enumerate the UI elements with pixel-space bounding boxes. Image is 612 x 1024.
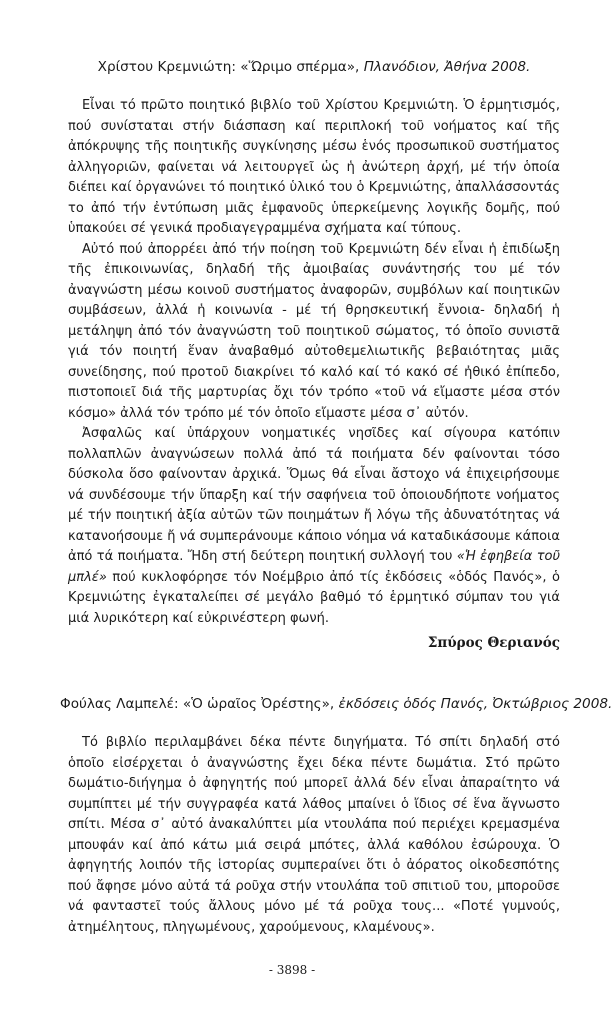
review1-heading-author-title: Χρίστου Κρεμνιώτη: «Ὥριμο σπέρμα», [97,59,364,75]
review1-paragraph-1: Εἶναι τό πρῶτο ποιητικό βιβλίο τοῦ Χρίστου Κρεμνιώτη. Ὁ ἑρμητισμός, πού συνίσταται στήν διάσπαση καί περιπλοκή τοῦ νοήματος καί τῆς ἀπόκρυψης τῆς ποιητικῆς συγκίνησης μέσω ἑνός προσωπικοῦ συστήματος ἀλληγοριῶν, φαίνεται νά λειτουργεῖ ὡς ἡ ἀνώτερη ἀρχή, μέ τήν ὁποία διέπει καί ὀργανώνει τό ποιητικό ὑλικό του ὁ Κρεμνιώτης, ἀπαλλάσσοντάς το ἀπό τήν ἐντύπωση μιᾶς ἐμφανοῦς ὑπερκείμενης λογικῆς δομῆς, πού ὑπακούει σέ γενικά προδιαγεγραμμένα σχήματα καί τύπους. [68,98,560,236]
review1-heading-publisher: Πλανόδιον, Ἀθήνα 2008. [363,59,531,75]
review2-heading-author-title: Φούλας Λαμπελέ: «Ὁ ὡραῖος Ὀρέστης», [60,696,339,712]
review1-paragraph-3-end: πού κυκλοφόρησε τόν Νοέμβριο ἀπό τίς ἐκδόσεις «ὁδός Πανός», ὁ Κρεμνιώτης ἐγκαταλείπει σέ μεγάλο βαθμό τό ἑρμητικό σύμπαν του γιά μιά λυρικότερη καί εὐκρινέστερη φωνή. [68,569,560,626]
review1-paragraph-2: Αὐτό πού ἀπορρέει ἀπό τήν ποίηση τοῦ Κρεμνιώτη δέν εἶναι ἡ ἐπιδίωξη τῆς ἐπικοινωνίας, δηλαδή τῆς ἀμοιβαίας συνάντησής του μέ τόν ἀναγνώστη μέσω κοινοῦ συστήματος ἀναφορῶν, συμβόλων καί ποιητικῶν συμβάσεων, ἀλλά ἡ κοινωνία - μέ τή θρησκευτική ἔννοια- δηλαδή ἡ μετάληψη ἀπό τόν ἀναγνώστη τοῦ ποιητικοῦ σώματος, τό ὁποῖο συνιστᾶ γιά τόν ποιητή ἕναν ἀναβαθμό αὐτοθεμελιωτικῆς βεβαιότητας μιᾶς συνείδησης, πού προτοῦ διακρίνει τό καλό καί τό κακό σέ ἠθικό ἐπίπεδο, πιστοποιεῖ διά τῆς μαρτυρίας ὄχι τόν τρόπο «τοῦ νά εἴμαστε μέσα στόν κόσμο» ἀλλά τόν τρόπο μέ τόν ὁποῖο εἴμαστε μέσα σ᾽ αὐτόν. [68,241,560,421]
review1-paragraph-3 [68,424,560,629]
review1-heading [68,58,560,76]
page-number: - 3898 - [268,963,316,977]
review1-paragraph-3-start: Ἀσφαλῶς καί ὑπάρχουν νοηματικές νησῖδες καί σίγουρα κατόπιν πολλαπλῶν ἀναγνώσεων πολλά ἀπό τά ποιήματα δέν φαίνονται τόσο δύσκολα ὅσο φαίνονταν ἀρχικά. Ὅμως θά εἶναι ἄστοχο νά ἐπιχειρήσουμε νά συνδέσουμε τήν ὕπαρξη καί τήν σαφήνεια τοῦ ὁποιουδήποτε νοήματος μέ τήν ποιητική ἀξία αὐτῶν τῶν ποιημάτων ἤ λόγω τῆς ἀδυνατότητας νά κατανοήσουμε ἤ νά συμπεράνουμε κάποιο νόημα νά καταδικάσουμε κάποια ἀπό τά ποιήματα. Ἤδη στή δεύτερη ποιητική συλλογή του [68,426,560,564]
review2-paragraph-1: Τό βιβλίο περιλαμβάνει δέκα πέντε διηγήματα. Τό σπίτι δηλαδή στό ὁποῖο εἰσέρχεται ὁ ἀναγνώστης ἔχει δέκα πέντε δωμάτια. Στό πρῶτο δωμάτιο-διήγημα ὁ ἀφηγητής πού μπορεῖ ἀλλά δέν εἶναι ἀπαραίτητο νά συμπίπτει μέ τήν συγγραφέα κατά λάθος μπαίνει ὁ ἴδιος σέ ἕνα ἄγνωστο σπίτι. Μέσα σ᾽ αὐτό ἀνακαλύπτει μία ντουλάπα πού περιέχει κρεμασμένα μπουφάν καί ἀπό κάτω μιά σειρά μπότες, ἀλλά καθόλου ἐσώρουχα. Ὁ ἀφηγητής λοιπόν τῆς ἱστορίας συμπεραίνει ὅτι ὁ ἀόρατος οἰκοδεσπότης πού ἄφησε μόνο αὐτά τά ροῦχα στήν ντουλάπα τοῦ σπιτιοῦ του, μποροῦσε νά φανταστεῖ τούς ἄλλους μόνο μέ τά ροῦχα τους... «Ποτέ γυμνούς, ἀτημέλητους, πληγωμένους, χαρούμενους, κλαμένους». [68,735,560,935]
review2-heading-publisher: ἐκδόσεις ὁδός Πανός, Ὀκτώβριος 2008. [338,696,612,712]
book-title-italic: «Ἡ ἐφηβεία τοῦ μπλέ» [68,549,560,585]
review2-heading [60,695,612,713]
review1-signature: Σπύρος Θεριανός [427,635,560,651]
page-body [60,58,612,938]
